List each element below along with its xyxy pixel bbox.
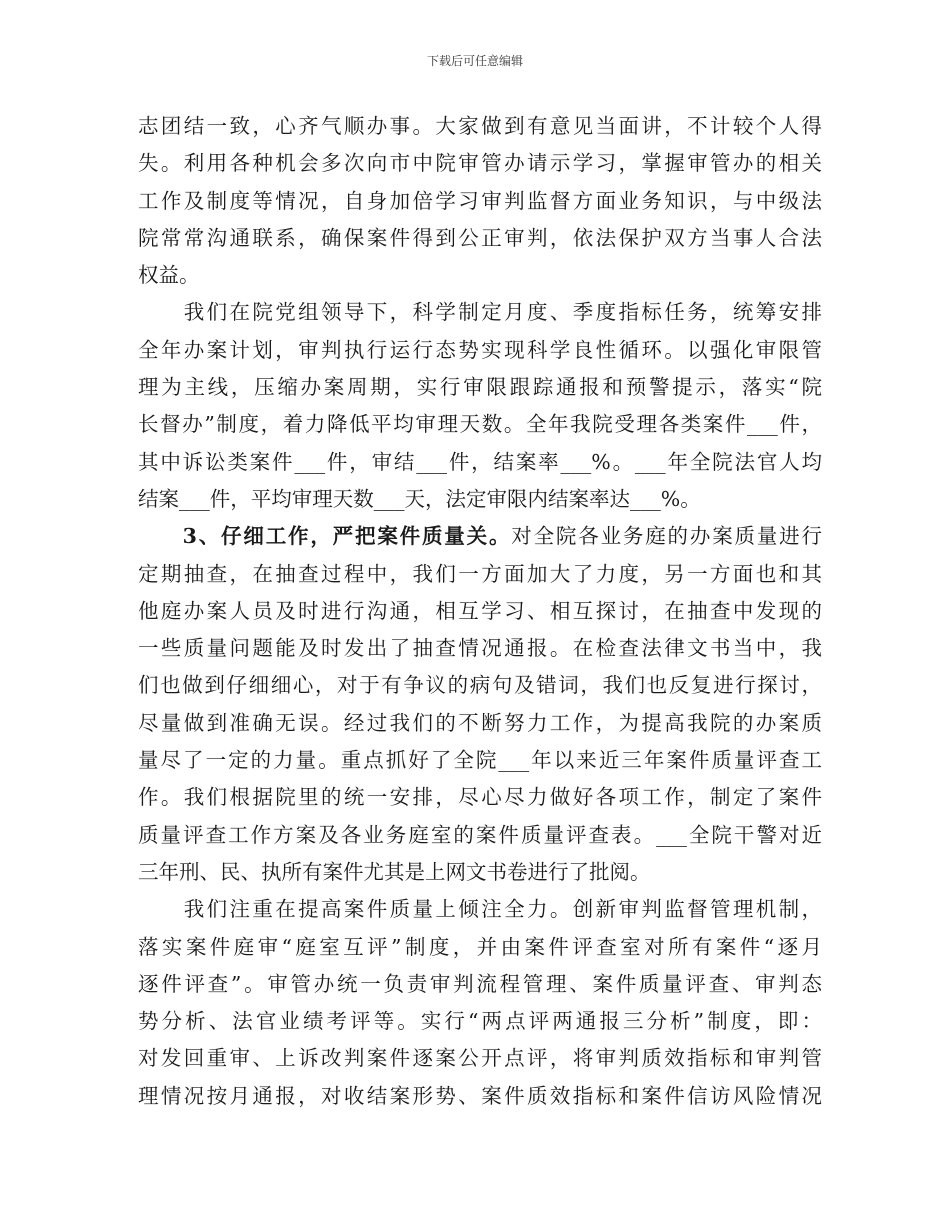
text-line [138,294,822,331]
line-text: 对发回重审、上诉改判案件逐案公开点评，将审判质效指标和审判管 [138,1046,822,1071]
text-line [138,891,822,928]
text-line [138,929,822,966]
text-line [138,145,822,182]
text-line [138,1040,822,1077]
text-line [138,481,822,518]
page-header: 下载后可任意编辑 [426,54,523,68]
line-text: 理为主线，压缩办案周期，实行审限跟踪通报和预警提示，落实“院 [138,375,822,400]
line-text: 定期抽查，在抽查过程中，我们一方面加大了力度，另一方面也和其 [138,561,822,586]
document-body [138,108,822,1115]
line-text: 工作及制度等情况，自身加倍学习审判监督方面业务知识，与中级法 [138,188,822,213]
text-line [138,779,822,816]
text-line [138,183,822,220]
line-text: 院常常沟通联系，确保案件得到公正审判，依法保护双方当事人合法 [138,225,822,250]
text-line [138,369,822,406]
text-line [138,518,822,555]
line-text: 落实案件庭审“庭室互评”制度，并由案件评查室对所有案件“逐月 [138,934,822,959]
text-line [138,1003,822,1040]
line-text: 他庭办案人员及时进行沟通，相互学习、相互探讨，在抽查中发现的 [138,598,822,623]
line-text: 逐件评查”。审管办统一负责审判流程管理、案件质量评查、审判态 [138,971,822,996]
line-text: 志团结一致，心齐气顺办事。大家做到有意见当面讲，不计较个人得 [138,114,822,138]
text-line [138,257,822,294]
text-line [138,1078,822,1115]
line-text: 势分析、法官业绩考评等。实行“两点评两通报三分析”制度，即： [138,1009,822,1034]
text-line [138,817,822,854]
text-line [138,108,822,145]
line-text: 三年刑、民、执所有案件尤其是上网文书卷进行了批阅。 [138,859,651,884]
text-line [138,966,822,1003]
text-line [138,556,822,593]
line-text: 失。利用各种机会多次向市中院审管办请示学习，掌握审管办的相关 [138,151,822,176]
line-text: 结案___件，平均审理天数___天，法定审限内结案率达___%。 [138,486,701,511]
line-text: 全年办案计划，审判执行运行态势实现科学良性循环。以强化审限管 [138,337,822,362]
line-text: 我们注重在提高案件质量上倾注全力。创新审判监督管理机制， [138,897,822,922]
line-text: 们也做到仔细细心，对于有争议的病句及错词，我们也反复进行探讨， [138,673,822,698]
text-line [138,444,822,481]
line-text: 对全院各业务庭的办案质量进行 [511,524,822,549]
line-text: 权益。 [138,263,200,288]
line-text: 我们在院党组领导下，科学制定月度、季度指标任务，统筹安排 [138,300,822,325]
text-line [138,667,822,704]
line-text: 尽量做到准确无误。经过我们的不断努力工作，为提高我院的办案质 [138,710,822,735]
text-line [138,630,822,667]
line-text: 长督办”制度，着力降低平均审理天数。全年我院受理各类案件___件， [138,412,822,437]
text-line [138,705,822,742]
line-text: 其中诉讼类案件___件，审结___件，结案率___%。___年全院法官人均 [138,449,822,474]
line-text: 作。我们根据院里的统一安排，尽心尽力做好各项工作，制定了案件 [138,785,822,810]
line-text: 理情况按月通报，对收结案形势、案件质效指标和案件信访风险情况 [138,1083,822,1108]
text-line [138,220,822,257]
text-line [138,332,822,369]
line-text: 质量评查工作方案及各业务庭室的案件质量评查表。___全院干警对近 [138,822,822,847]
text-line [138,742,822,779]
line-text: 一些质量问题能及时发出了抽查情况通报。在检查法律文书当中，我 [138,636,822,661]
text-line [138,854,822,891]
bold-heading: 3、仔细工作，严把案件质量关。 [138,524,512,549]
line-text: 量尽了一定的力量。重点抓好了全院___年以来近三年案件质量评查工 [138,748,822,773]
text-line [138,593,822,630]
text-line [138,406,822,443]
